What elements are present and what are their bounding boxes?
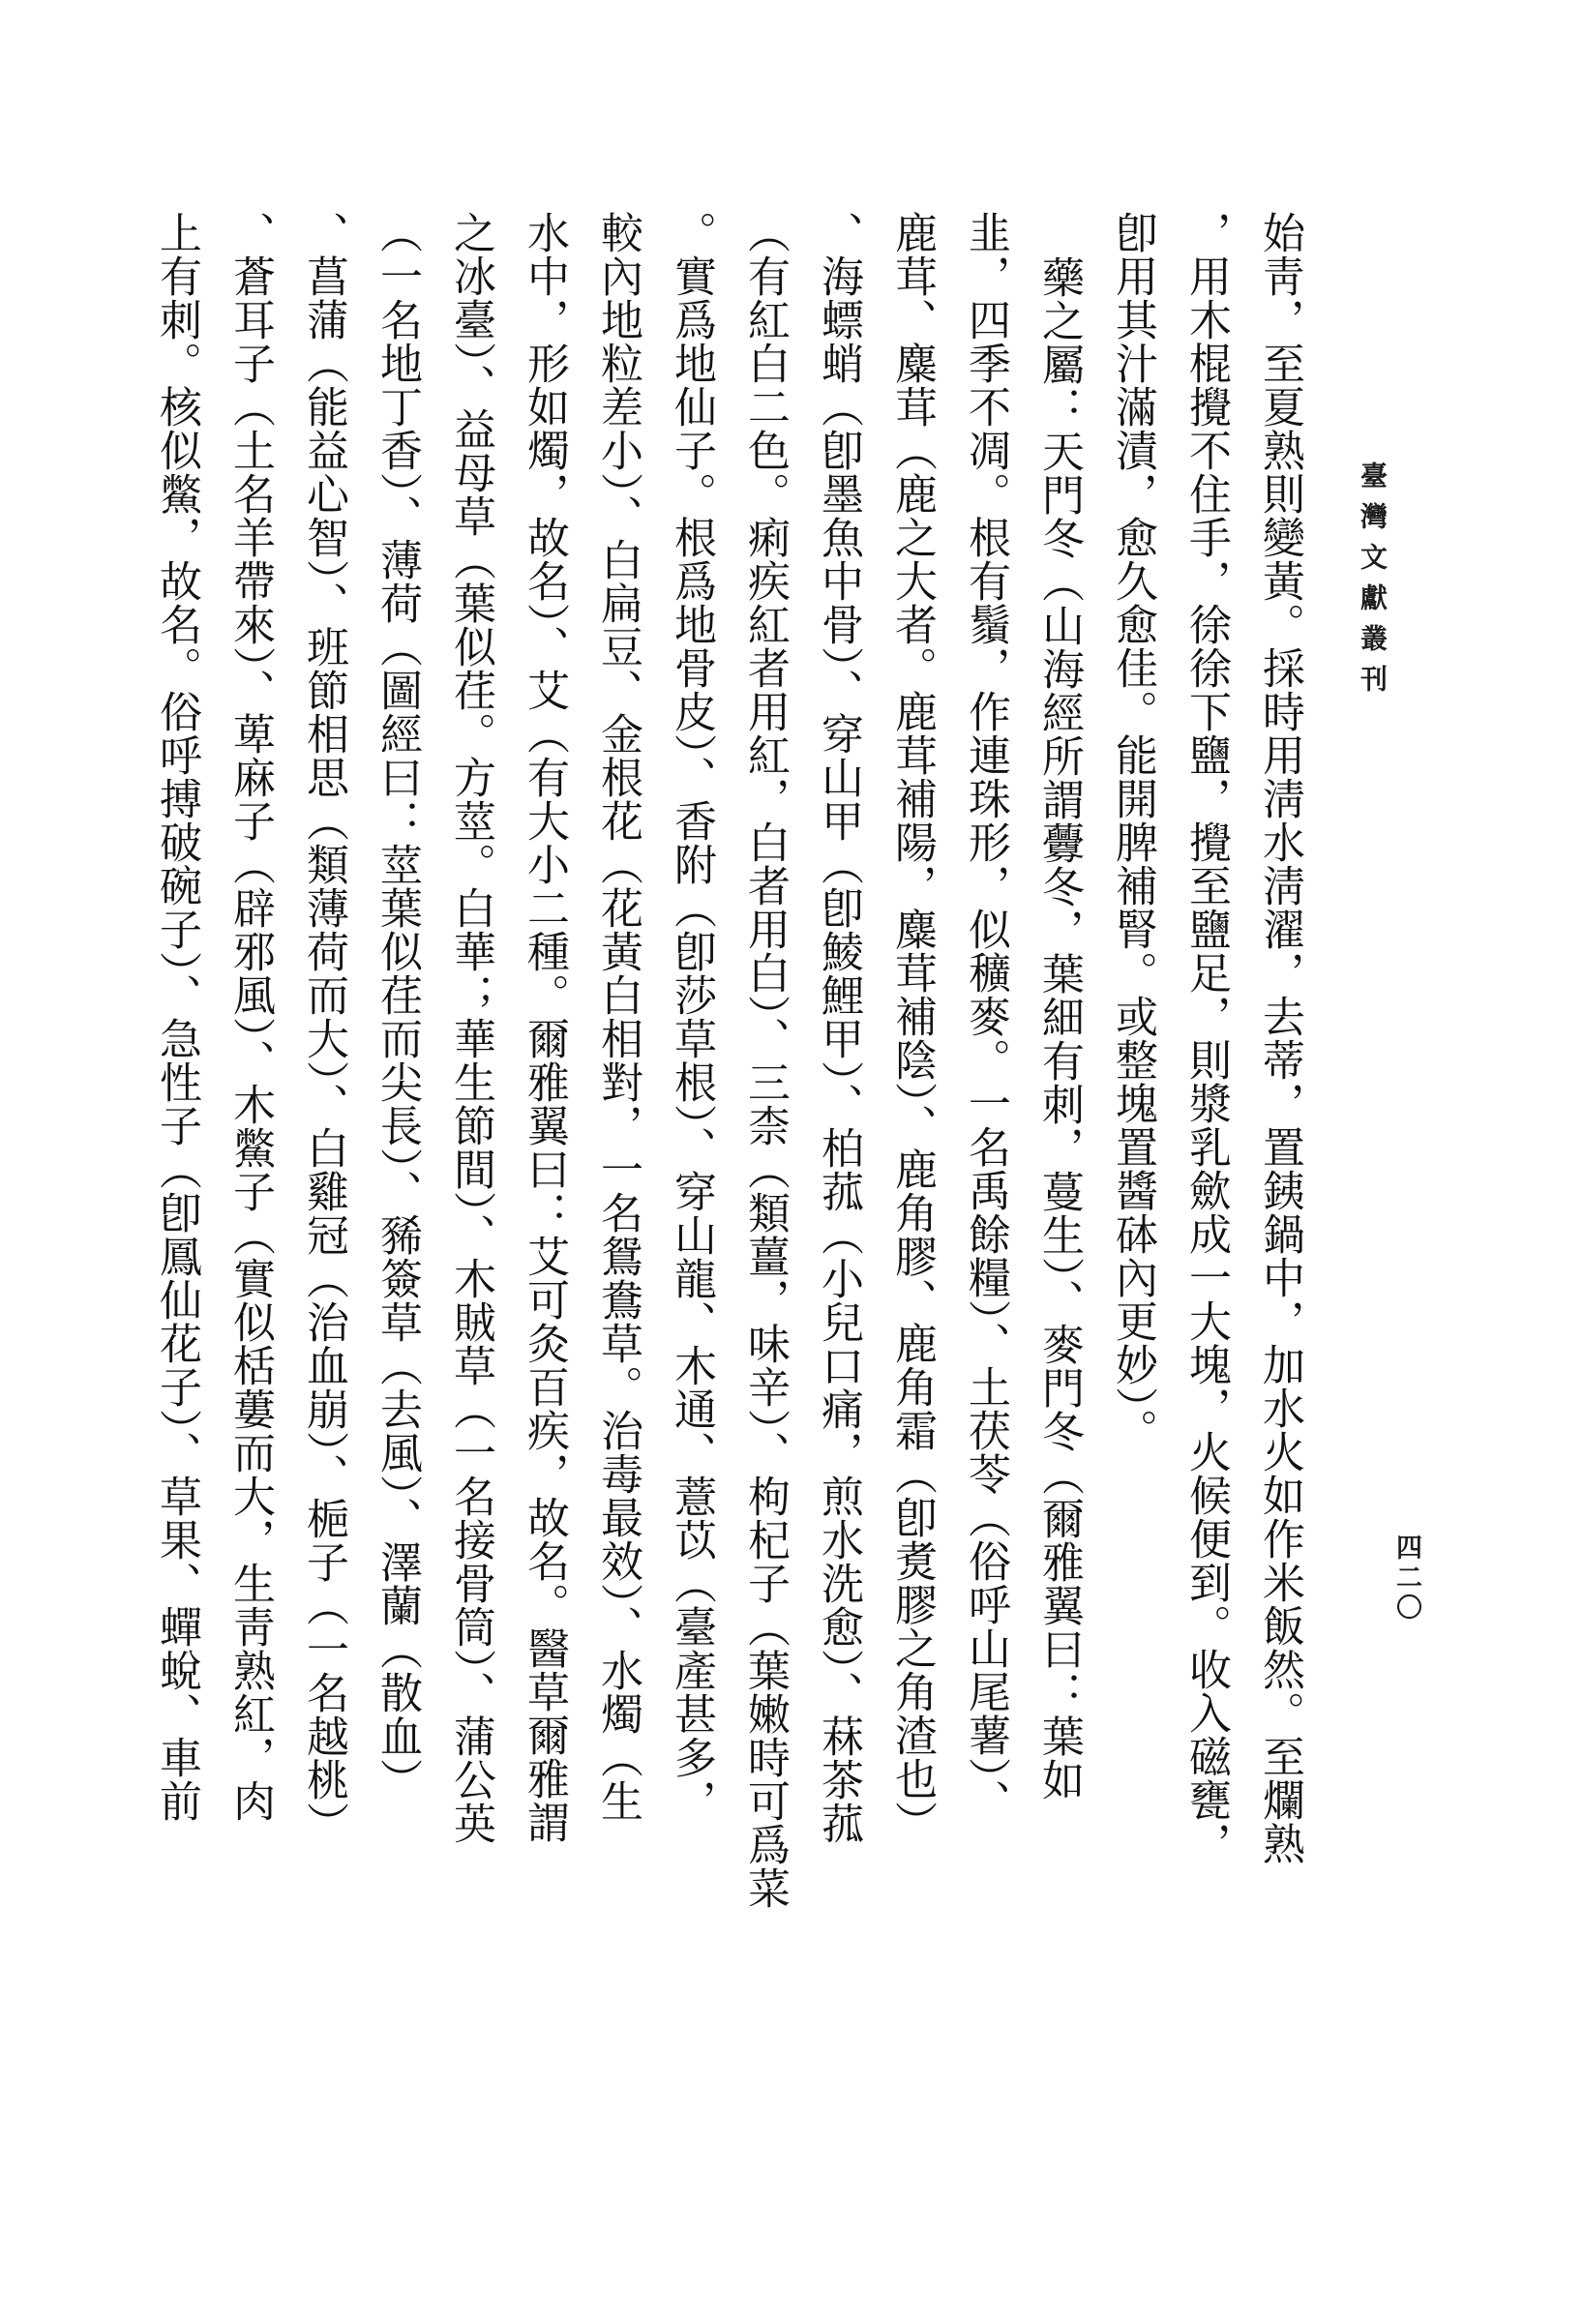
text-column: 始靑，至夏熟則變黃。採時用淸水淸濯，去蒂，置銕鍋中，加水火如作米飯然。至爛熟 <box>1255 211 1304 1865</box>
text-column: （有紅白二色。痢疾紅者用紅，白者用白）、三柰（類薑，味辛）、枸杞子（葉嫩時可爲菜 <box>740 211 790 1910</box>
text-column: 鹿茸、麋茸（鹿之大者。鹿茸補陽，麋茸補陰）、鹿角膠、鹿角霜（卽煑膠之角渣也） <box>887 211 937 1844</box>
text-column: 水中，形如燭，故名）、艾（有大小二種。爾雅翼曰：艾可灸百疾，故名。醫草爾雅謂 <box>520 211 569 1844</box>
text-column: 卽用其汁滿漬，愈久愈佳。能開脾補腎。或整塊置醬砵內更妙）。 <box>1108 211 1157 1452</box>
text-column: 、蒼耳子（土名羊帶來）、萆麻子（辟邪風）、木鱉子（實似栝蔞而大，生靑熟紅，肉 <box>225 211 275 1823</box>
body-text <box>139 211 1316 1933</box>
page-number: 四二〇 <box>1391 1534 1421 1624</box>
text-column: 、海螵蛸（卽墨魚中骨）、穿山甲（卽鯪鯉甲）、柏菰（小兒口痛，煎水洗愈）、菻茶菰 <box>814 211 863 1845</box>
text-column: 較內地粒差小）、白扁豆、金根花（花黃白相對，一名鴛鴦草。治毒最效）、水燭（生 <box>593 211 642 1823</box>
text-column: 。實爲地仙子。根爲地骨皮）、香附（卽莎草根）、穿山龍、木通、薏苡（臺產甚多， <box>667 211 716 1823</box>
text-column: ，用木棍攪不住手，徐徐下鹽，攪至鹽足，則漿乳歛成一大塊，火候便到。收入磁甕， <box>1181 211 1231 1865</box>
series-title: 臺灣文獻叢刊 <box>1357 462 1389 705</box>
text-column: 、菖蒲（能益心智）、班節相思（類薄荷而大）、白雞冠（治血崩）、梔子（一名越桃） <box>299 211 348 1845</box>
text-column: 之冰臺）、益母草（葉似荏。方莖。白華；華生節間）、木賊草（一名接骨筒）、蒲公英 <box>446 211 495 1845</box>
text-column: （一名地丁香）、薄荷（圖經曰：莖葉似荏而尖長）、豨簽草（去風）、澤蘭（散血） <box>373 211 422 1802</box>
text-column-paragraph-start: 藥之屬：天門冬（山海經所謂虋冬，葉細有刺，蔓生）、麥門冬（爾雅翼曰：葉如 <box>1034 255 1084 1802</box>
text-column: 上有刺。核似鱉，故名。俗呼搏破碗子）、急性子（卽鳳仙花子）、草果、蟬蛻、車前 <box>152 211 201 1823</box>
text-column: 韭，四季不凋。根有鬚，作連珠形，似穬麥。一名禹餘糧）、土茯苓（俗呼山尾薯）、 <box>961 211 1010 1823</box>
